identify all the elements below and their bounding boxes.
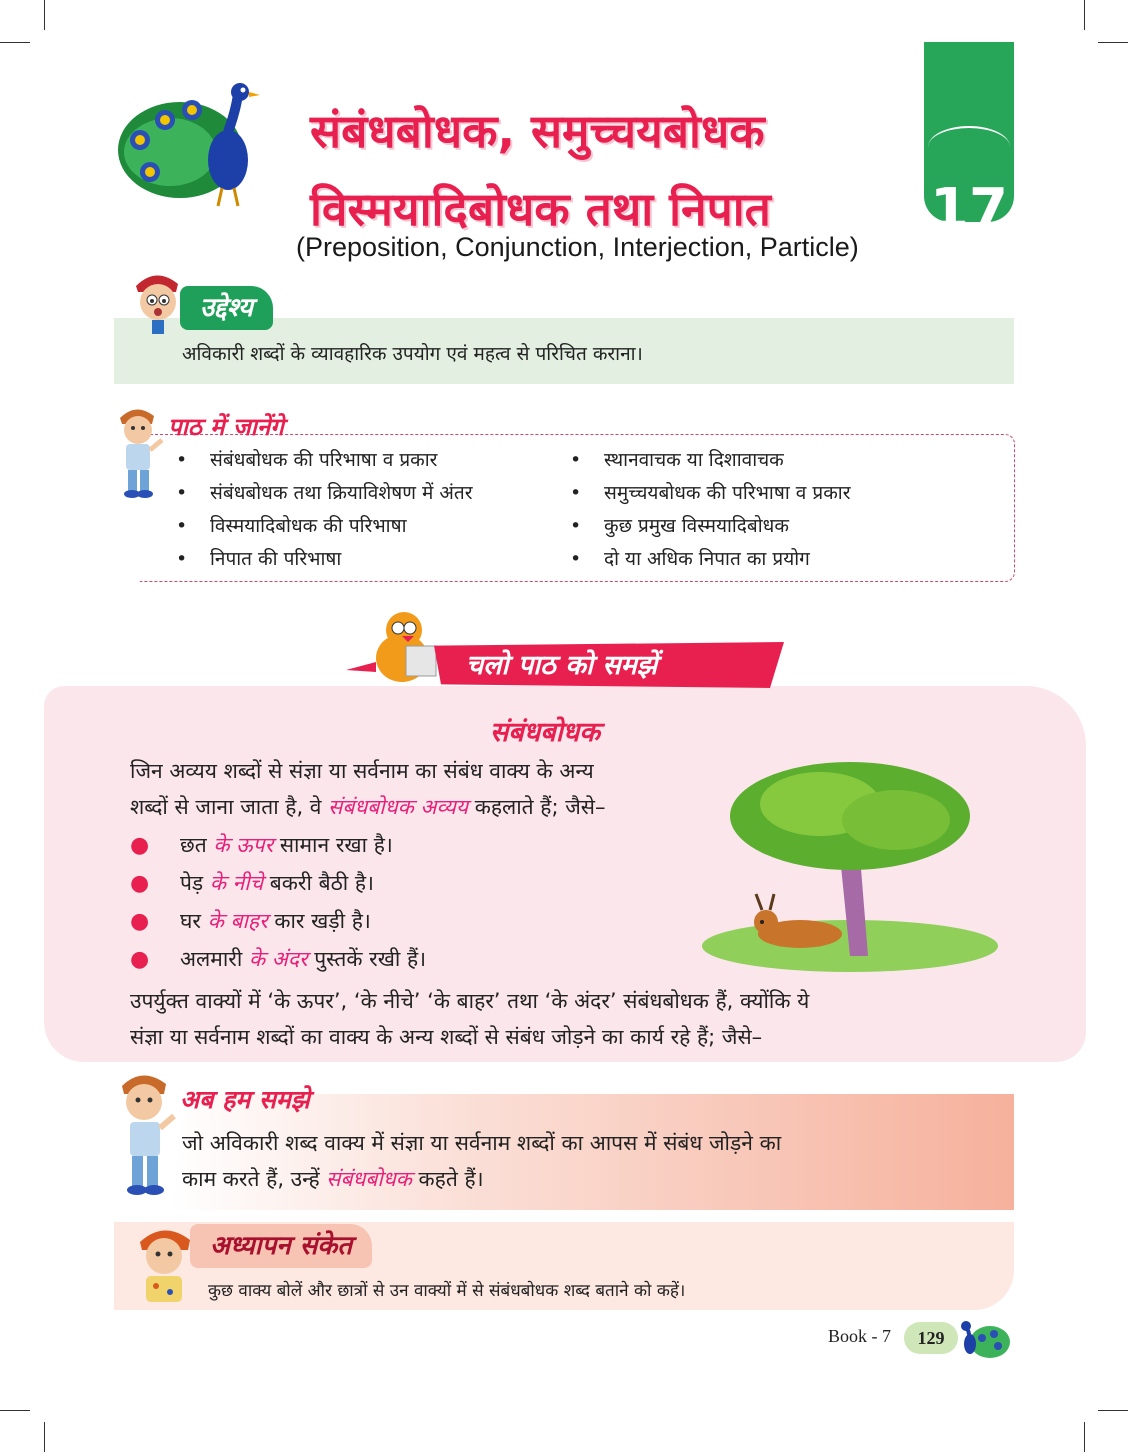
chapter-subtitle-english: (Preposition, Conjunction, Interjection, Particle) bbox=[296, 232, 859, 262]
list-item: • निपात की परिभाषा bbox=[176, 543, 473, 576]
explanation-line-1: उपर्युक्त वाक्यों में ‘के ऊपर’, ‘के नीचे’ ‘के बाहर’ तथा ‘के अंदर’ संबंधबोधक हैं, क्योंकि ये bbox=[130, 989, 810, 1013]
crop-mark bbox=[1098, 42, 1128, 43]
bullet-icon: ● bbox=[130, 871, 150, 896]
example-text: छत bbox=[180, 833, 214, 857]
tab-arc bbox=[928, 126, 1010, 168]
list-item: • कुछ प्रमुख विस्मयादिबोधक bbox=[570, 510, 851, 543]
lesson-banner-text: चलो पाठ को समझें bbox=[466, 650, 658, 681]
example-item bbox=[130, 828, 393, 863]
learn-right-list bbox=[570, 444, 851, 576]
understood-line-1: जो अविकारी शब्द वाक्य में संज्ञा या सर्वनाम शब्दों का आपस में संबंध जोड़ने का bbox=[182, 1131, 782, 1155]
emphasis-term: के बाहर bbox=[207, 909, 268, 933]
definition-text: काम करते हैं, उन्हें bbox=[182, 1167, 327, 1191]
example-text: सामान रखा है। bbox=[273, 833, 393, 857]
list-item: • विस्मयादिबोधक की परिभाषा bbox=[176, 510, 473, 543]
bullet-icon: ● bbox=[130, 833, 150, 858]
bird-reading-icon bbox=[342, 606, 442, 692]
emphasis-term: के अंदर bbox=[248, 947, 308, 971]
chapter-title-line-2: विस्मयादिबोधक तथा निपात bbox=[310, 182, 771, 236]
chapter-title-line-1: संबंधबोधक, समुच्चयबोधक bbox=[310, 104, 765, 158]
example-text: बकरी बैठी है। bbox=[263, 871, 374, 895]
learn-left-list bbox=[176, 444, 473, 576]
tree-goat-illustration bbox=[700, 746, 1000, 972]
list-item: • स्थानवाचक या दिशावाचक bbox=[570, 444, 851, 477]
emphasis-term: के नीचे bbox=[209, 871, 264, 895]
bullet-icon: ● bbox=[130, 947, 150, 972]
bullet-icon: ● bbox=[130, 909, 150, 934]
crop-mark bbox=[0, 1410, 30, 1411]
teaching-hint-text: कुछ वाक्य बोलें और छात्रों से उन वाक्यों में से संबंधबोधक शब्द बताने को कहें। bbox=[208, 1281, 686, 1301]
example-text: पेड़ bbox=[180, 871, 210, 895]
objective-label: उद्देश्य bbox=[180, 286, 273, 330]
intro-line-2 bbox=[130, 790, 605, 824]
emphasis-term: संबंधबोधक अव्यय bbox=[328, 795, 469, 819]
intro-text: कहलाते हैं; जैसे– bbox=[468, 795, 606, 819]
crop-mark bbox=[0, 42, 30, 43]
boy-pointing-icon bbox=[112, 1066, 176, 1198]
list-item: • दो या अधिक निपात का प्रयोग bbox=[570, 543, 851, 576]
peacock-footer-icon bbox=[958, 1312, 1012, 1362]
emphasis-term: के ऊपर bbox=[213, 833, 274, 857]
explanation-line-2: संज्ञा या सर्वनाम शब्दों का वाक्य के अन्य शब्दों से संबंध जोड़ने का कार्य रहे हैं; जैसे– bbox=[130, 1025, 763, 1049]
definition-text: कहते हैं। bbox=[411, 1167, 484, 1191]
objective-text: अविकारी शब्दों के व्यावहारिक उपयोग एवं महत्व से परिचित कराना। bbox=[182, 343, 643, 365]
example-item bbox=[130, 866, 374, 901]
learn-heading: पाठ में जानेंगे bbox=[168, 413, 284, 441]
crop-mark bbox=[44, 0, 45, 30]
crop-mark bbox=[1098, 1410, 1128, 1411]
understood-heading: अब हम समझे bbox=[180, 1085, 310, 1114]
section-heading: संबंधबोधक bbox=[490, 717, 601, 748]
list-item: • संबंधबोधक तथा क्रियाविशेषण में अंतर bbox=[176, 477, 473, 510]
boy-pointing-icon bbox=[112, 402, 164, 498]
list-item: • समुच्चयबोधक की परिभाषा व प्रकार bbox=[570, 477, 851, 510]
book-label: Book - 7 bbox=[828, 1326, 891, 1346]
example-text: घर bbox=[180, 909, 208, 933]
crop-mark bbox=[1084, 1422, 1085, 1452]
example-item bbox=[130, 942, 426, 977]
intro-text: शब्दों से जाना जाता है, वे bbox=[130, 795, 329, 819]
list-item: • संबंधबोधक की परिभाषा व प्रकार bbox=[176, 444, 473, 477]
chapter-number: 17 bbox=[930, 177, 1008, 242]
teaching-hint-label: अध्यापन संकेत bbox=[190, 1224, 372, 1268]
page-number: 129 bbox=[904, 1322, 958, 1354]
example-text: कार खड़ी है। bbox=[267, 909, 371, 933]
peacock-illustration bbox=[110, 80, 280, 210]
crop-mark bbox=[1084, 0, 1085, 30]
intro-line-1: जिन अव्यय शब्दों से संज्ञा या सर्वनाम का संबंध वाक्य के अन्य bbox=[130, 759, 594, 783]
example-text: पुस्तकें रखी हैं। bbox=[307, 947, 427, 971]
chapter-number-tab bbox=[924, 42, 1014, 242]
boy-mascot-icon bbox=[126, 266, 186, 336]
crop-mark bbox=[44, 1422, 45, 1452]
example-text: अलमारी bbox=[180, 947, 249, 971]
emphasis-term: संबंधबोधक bbox=[326, 1167, 412, 1191]
example-item bbox=[130, 904, 371, 939]
teacher-boy-icon bbox=[132, 1220, 196, 1304]
understood-line-2 bbox=[182, 1162, 484, 1196]
